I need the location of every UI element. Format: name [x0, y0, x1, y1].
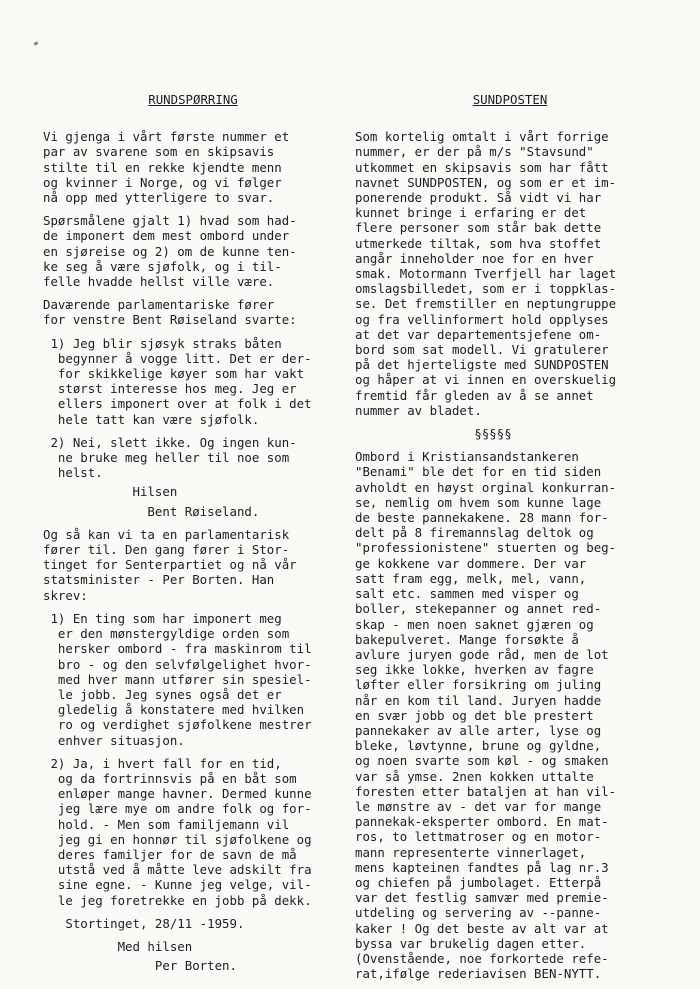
text-line: se. Det fremstiller en neptungruppe	[355, 296, 617, 312]
left-paragraph	[43, 336, 343, 427]
text-line: fører til. Den gang fører i Stor-	[43, 542, 290, 558]
text-line: ke seg å være sjøfolk, og i til-	[43, 258, 282, 274]
text-line: flere personer som står bak dette	[355, 220, 602, 236]
text-line: bleke, løvtynne, brune og gyldne,	[355, 738, 602, 754]
text-line: utkommet en skipsavis som har fått	[355, 159, 609, 175]
text-line: "Benami" ble det for en tid siden	[355, 464, 602, 480]
left-paragraph	[43, 958, 343, 973]
text-line: enløper mange havner. Dermed kunne	[43, 786, 312, 802]
text-line: sine egne. - Kunne jeg velge, vil-	[43, 877, 312, 893]
text-line: og da fortrinnsvis på en båt som	[43, 770, 297, 786]
text-line: ne bruke meg heller til noe som	[43, 450, 290, 466]
text-line: Vi gjenga i vårt første nummer et	[43, 129, 290, 145]
text-line: kaker ! Og det beste av alt var at	[355, 920, 609, 936]
right-column-body	[355, 129, 665, 981]
text-line: utstå ved å måtte leve adskilt fra	[43, 862, 312, 878]
text-line: ellers imponert over at folk i det	[43, 396, 312, 412]
text-line: en sjøreise og 2) om de kunne ten-	[43, 243, 297, 259]
text-line: angår inneholder noe for en hver	[355, 250, 594, 266]
stray-ink-mark	[34, 41, 39, 46]
text-line: nå opp med ytterligere to svar.	[43, 190, 275, 206]
text-line: var det festlig samvær med premie-	[355, 890, 609, 906]
left-paragraph	[43, 435, 343, 481]
text-line: når en kom til land. Juryen hadde	[355, 692, 602, 708]
right-paragraph	[355, 449, 665, 981]
text-line: for venstre Bent Røiseland svarte:	[43, 312, 297, 328]
text-line: par av svarene som en skipsavis	[43, 144, 275, 160]
text-line: Daværende parlamentariske fører	[43, 297, 275, 313]
text-line: de beste pannekakene. 28 mann for-	[355, 510, 609, 526]
text-line: kunnet bringe i erfaring er det	[355, 205, 587, 221]
left-paragraph	[43, 527, 343, 603]
text-line: Bent Røiseland.	[43, 503, 260, 519]
text-line: utmerkede tiltak, som hva stoffet	[355, 235, 602, 251]
text-line: seg ikke lokke, hverken av fagre	[355, 662, 594, 678]
text-line: var så ymse. 2nen kokken uttalte	[355, 768, 594, 784]
text-line: de imponert dem mest ombord under	[43, 228, 290, 244]
text-line: se, nemlig om hvem som kunne lage	[355, 494, 602, 510]
text-line: 1) Jeg blir sjøsyk straks båten	[43, 335, 282, 351]
text-line: satt fram egg, melk, mel, vann,	[355, 570, 587, 586]
text-line: delt på 8 firemannslag deltok og	[355, 525, 594, 541]
text-line: avholdt en høyst orginal konkurran-	[355, 479, 617, 495]
text-line: løfter eller forsikring om juling	[355, 677, 602, 693]
text-line: Som kortelig omtalt i vårt forrige	[355, 129, 609, 145]
text-line: pannekaker av alle arter, lyse og	[355, 722, 602, 738]
text-line: hold. - Men som familjemann vil	[43, 816, 290, 832]
left-column-heading: RUNDSPØRRING	[148, 92, 238, 107]
left-paragraph	[43, 297, 343, 327]
right-column-heading: SUNDPOSTEN	[472, 92, 548, 107]
text-line: Spørsmålene gjalt 1) hvad som had-	[43, 213, 297, 229]
text-line: og håper at vi innen en overskuelig	[355, 372, 617, 388]
text-line: 1) En ting som har imponert meg	[43, 610, 282, 626]
left-paragraph	[43, 756, 343, 908]
text-line: begynner å vogge litt. Det er der-	[43, 350, 312, 366]
text-line: 2) Ja, i hvert fall for en tid,	[43, 755, 282, 771]
text-line: skrev:	[43, 587, 88, 603]
text-line: på det hjerteligste med SUNDPOSTEN	[355, 357, 609, 373]
text-line: ro og verdighet sjøfolkene mestrer	[43, 717, 312, 733]
left-paragraph	[43, 504, 343, 519]
text-line: hele tatt kan være sjøfolk.	[43, 411, 260, 427]
text-line: en svær jobb og det ble prestert	[355, 707, 594, 723]
text-line: helst.	[43, 465, 103, 481]
text-line: le mønstre av - det var for mange	[355, 798, 602, 814]
text-line: ge kokkene var dommere. Der var	[355, 555, 587, 571]
left-paragraph	[43, 916, 343, 931]
text-line: nummer, er der på m/s "Stavsund"	[355, 144, 594, 160]
text-line: foresten etter bataljen at han vil-	[355, 783, 617, 799]
text-line: utdeling og servering av --panne-	[355, 905, 602, 921]
text-line: smak. Motormann Tverfjell har laget	[355, 266, 617, 282]
text-line: byssa var brukelig dagen etter.	[355, 935, 587, 951]
text-line: pannekak-eksperter ombord. En mat-	[355, 814, 609, 830]
left-paragraph	[43, 939, 343, 954]
text-line: Og så kan vi ta en parlamentarisk	[43, 526, 290, 542]
text-line: stilte til en rekke kjendte menn	[43, 159, 282, 175]
text-line: navnet SUNDPOSTEN, og som er et im-	[355, 174, 617, 190]
right-paragraph	[355, 426, 665, 441]
text-line: og chiefen på jumbolaget. Etterpå	[355, 874, 602, 890]
text-line: ponerende produkt. Så vidt vi har	[355, 190, 602, 206]
text-line: boller, stekepanner og annet red-	[355, 601, 602, 617]
text-line: for skikkelige køyer som har vakt	[43, 366, 305, 382]
text-line: salt etc. sammen med visper og	[355, 586, 579, 602]
text-line: og fra vellinformert hold opplyses	[355, 311, 609, 327]
text-line: bord som sat modell. Vi gratulerer	[355, 342, 609, 358]
text-line: le jeg foretrekke en jobb på dekk.	[43, 892, 312, 908]
text-line: Ombord i Kristiansandstankeren	[355, 449, 579, 465]
text-line: bro - og den selvfølgelighet hvor-	[43, 656, 312, 672]
text-line: 2) Nei, slett ikke. Og ingen kun-	[43, 434, 297, 450]
text-line: gledelig å konstatere med hvilken	[43, 702, 305, 718]
left-paragraph	[43, 611, 343, 748]
right-paragraph	[355, 129, 665, 418]
text-line: (Ovenstående, noe forkortede refe-	[355, 950, 609, 966]
text-line: og noen svarte som køl - og smaken	[355, 753, 609, 769]
text-line: deres familjer for de savn de må	[43, 846, 297, 862]
text-line: avlure juryen gode råd, men de lot	[355, 646, 609, 662]
text-line: med hver mann utfører sin spesiel-	[43, 671, 312, 687]
text-line: jeg gi en honnør til sjøfolkene og	[43, 831, 312, 847]
text-line: mens kapteinen fandtes på lag nr.3	[355, 859, 609, 875]
text-line: felle hvadde hellst ville være.	[43, 274, 275, 290]
text-line: §§§§§	[355, 426, 512, 442]
text-line: Hilsen	[43, 484, 178, 500]
text-line: Stortinget, 28/11 -1959.	[43, 915, 245, 931]
left-paragraph	[43, 129, 343, 205]
text-line: jeg lære mye om andre folk og for-	[43, 801, 312, 817]
left-paragraph	[43, 213, 343, 289]
text-line: og kvinner i Norge, og vi følger	[43, 174, 282, 190]
text-line: hersker ombord - fra maskinrom til	[43, 641, 312, 657]
text-line: er den mønstergyldige orden som	[43, 626, 290, 642]
text-line: bakepulveret. Mange forsøkte å	[355, 631, 579, 647]
text-line: fremtid får gleden av å se annet	[355, 387, 594, 403]
left-column-body	[43, 129, 343, 973]
text-line: rat,ifølge rederiavisen BEN-NYTT.	[355, 966, 602, 982]
text-line: størst interesse hos meg. Jeg er	[43, 381, 297, 397]
text-line: ros, to lettmatroser og en motor-	[355, 829, 602, 845]
left-column	[43, 92, 343, 981]
left-paragraph	[43, 484, 343, 499]
text-line: nummer av bladet.	[355, 402, 482, 418]
text-line: mann representerte vinnerlaget,	[355, 844, 587, 860]
text-line: "professionistene" stuerten og beg-	[355, 540, 617, 556]
right-column	[355, 92, 665, 989]
text-line: skap - men noen saknet gjæren og	[355, 616, 594, 632]
text-line: Per Borten.	[43, 958, 237, 974]
text-line: statsminister - Per Borten. Han	[43, 572, 275, 588]
text-line: tinget for Senterpartiet og nå vår	[43, 557, 297, 573]
text-line: enhver situasjon.	[43, 732, 185, 748]
text-line: Med hilsen	[43, 938, 193, 954]
text-line: at det var departementsjefene om-	[355, 326, 602, 342]
text-line: omslagsbilledet, som er i toppklas-	[355, 281, 617, 297]
text-line: le jobb. Jeg synes også det er	[43, 686, 282, 702]
